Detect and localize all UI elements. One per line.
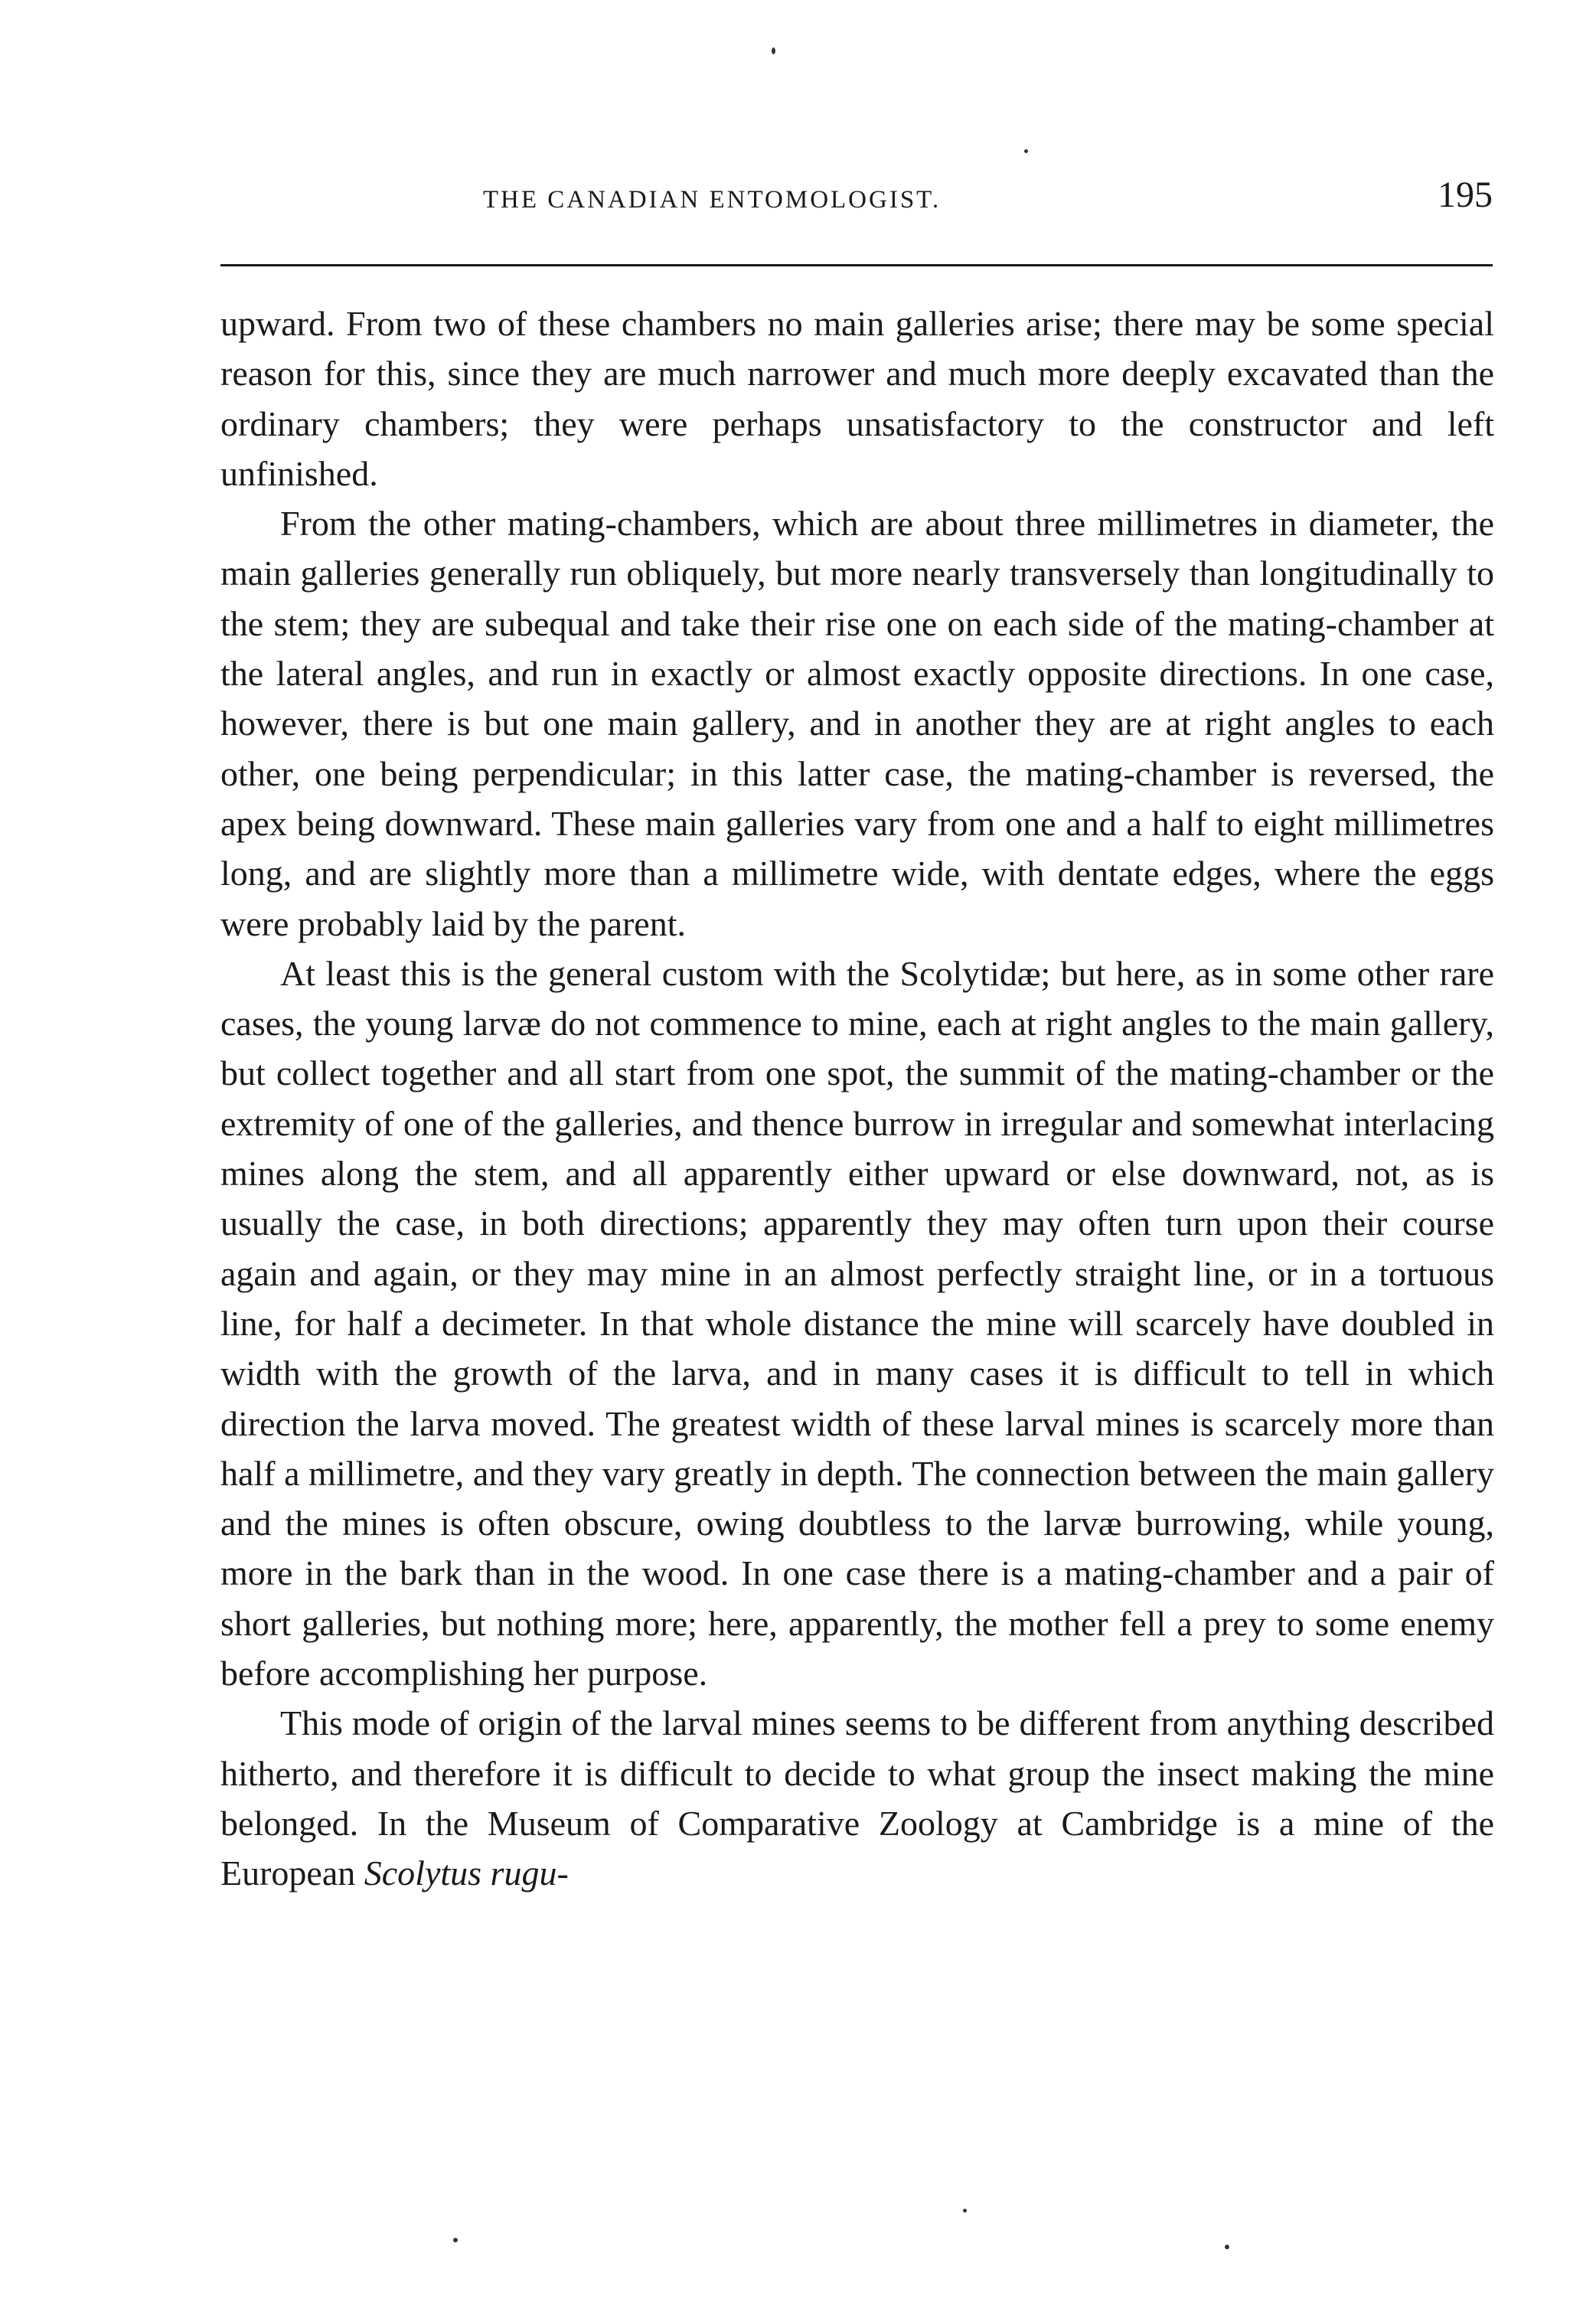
page-number: 195 (1438, 175, 1493, 215)
paragraph-3: At least this is the general custom with the Scolytidæ; but here, as in some other rare cases, the young larvæ do not commence to mine, each at right angles to the main gallery, but collect together and all start from one spot, the summit of the mating-chamber or the extremity of one of the galleries, and thence burrow in irregular and somewhat interlacing mines along the stem, and all apparently either upward or else downward, not, as is usually the case, in both directions; apparently they may often turn upon their course again and again, or they may mine in an almost perfectly straight line, or in a tortuous line, for half a decimeter. In that whole distance the mine will scarcely have doubled in width with the growth of the larva, and in many cases it is difficult to tell in which direction the larva moved. The greatest width of these larval mines is scarcely more than half a millimetre, and they vary greatly in depth. The connection between the main gallery and the mines is often obscure, owing doubtless to the larvæ burrowing, while young, more in the bark than in the wood. In one case there is a mating-chamber and a pair of short galleries, but nothing more; here, apparently, the mother fell a prey to some enemy before accomplishing her purpose. (220, 953, 1494, 1693)
running-title: THE CANADIAN ENTOMOLOGIST. (482, 186, 942, 214)
running-head (222, 172, 1493, 226)
article-body (220, 299, 1494, 1899)
paragraph-1: upward. From two of these chambers no main galleries arise; there may be some special reason for this, since they are much narrower and much more deeply excavated than the ordinary chambers; they were perhaps unsatisfactory to the constructor and left unfinished. (220, 304, 1494, 493)
header-rule (220, 264, 1493, 266)
paragraph-4-text: This mode of origin of the larval mines seems to be different from anything described hitherto, and therefore it is difficult to decide to what group the insect making the mine belonged. In the Museum of Comparative Zoology at Cambridge is a mine of the European (220, 1703, 1494, 1893)
scan-speck (772, 47, 775, 54)
scan-speck (1225, 2245, 1229, 2249)
scan-speck (1024, 149, 1028, 153)
paragraph-4 (220, 1698, 1494, 1898)
species-name: Scolytus rugu- (364, 1853, 569, 1893)
paragraph-2: From the other mating-chambers, which are about three millimetres in diameter, the main galleries generally run obliquely, but more nearly transversely than longitudinally to the stem; they are subequal and take their rise one on each side of the mating-chamber at the lateral angles, and run in exactly or almost exactly opposite directions. In one case, however, there is but one main gallery, and in another they are at right angles to each other, one being perpendicular; in this latter case, the mating-chamber is reversed, the apex being downward. These main galleries vary from one and a half to eight millimetres long, and are slightly more than a millimetre wide, with dentate edges, where the eggs were probably laid by the parent. (220, 504, 1494, 943)
scan-speck (963, 2209, 967, 2213)
scan-speck (453, 2238, 458, 2242)
